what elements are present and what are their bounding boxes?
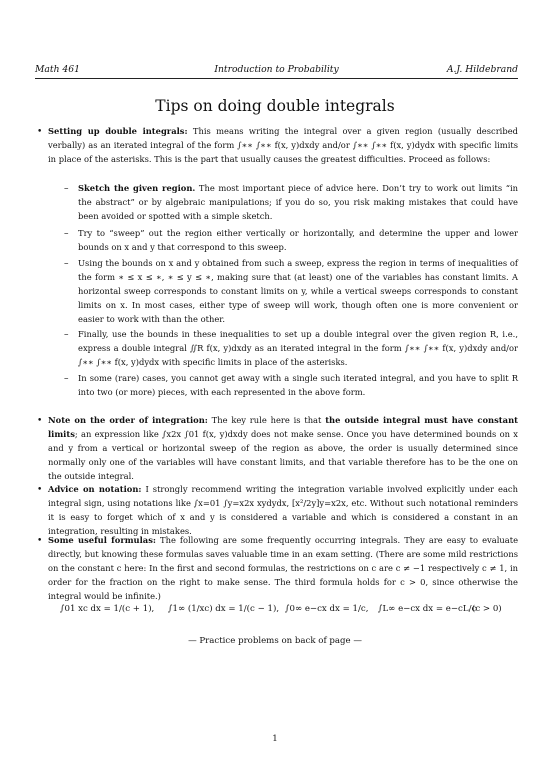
section-emphasis: the outside integral must have constant limits [48,415,518,439]
dash-marker: – [64,330,69,340]
subitem-sweep: Try to “sweep” out the region either vertically or horizontally, and determine the upper and lower bounds on x and y that correspond to this sweep. [78,228,518,252]
subitem-sketch [78,182,518,224]
bullet-marker: • [37,485,43,495]
formula-line [60,594,520,628]
running-header [35,62,518,78]
section-notation [48,483,518,539]
practice-note: — Practice problems on back of page — [188,636,362,646]
dash-marker: – [64,229,69,239]
section-setting-up [48,125,518,167]
header-course: Math 461 [35,64,80,75]
page-number: 1 [272,734,278,744]
subitem-finally: Finally, use the bounds in these inequalities to set up a double integral over the given region R, i.e., express a double integral ∬R f(x, y)dxdy as an iterated integral in the form ∫∗∗ ∫∗∗ f(x, y)dxdy and/or ∫∗∗ ∫∗∗ f(x, y)dydx with specific limits in place of the asterisks. [78,329,518,367]
dash-marker: – [64,374,69,384]
formula-exponential: ∫0∞ e−cx dx = 1/c, [285,604,369,614]
document-title: Tips on doing double integrals [155,97,395,115]
formula-power: ∫01 xc dx = 1/(c + 1), [60,604,155,614]
dash-marker: – [64,184,69,194]
subitem-split: In some (rare) cases, you cannot get away with a single such iterated integral, and you have to split R into two (or more) pieces, with each represented in the above form. [78,373,518,397]
formula-reciprocal: ∫1∞ (1/xc) dx = 1/(c − 1), [168,604,280,614]
bullet-marker: • [37,536,43,546]
subitem-inequalities: Using the bounds on x and y obtained from such a sweep, express the region in terms of inequalities of the form ∗ ≤ x ≤ ∗, ∗ ≤ y ≤ ∗, making sure that (at least) one of the variables has constant limits. A horizontal sweep corresponds to constant limits on y, while a vertical sweeps corresponds to constant limits on x. In most cases, either type of sweep will work, though often one is more convenient or easier to work with than the other. [78,258,518,324]
header-rule [35,78,518,79]
section-text: This means writing the integral over a given region (usually described verbally) as an iterated integral of the form ∫∗∗ ∫∗∗ f(x, y)dxdy and/or ∫∗∗ ∫∗∗ f(x, y)dydx with specific limits in place of the asterisks. This is the part that usually causes the greatest difficulties. Proceed as follows: [48,126,518,164]
section-lead: Note on the order of integration: [48,415,208,425]
formula-condition: (c > 0) [472,604,502,614]
bullet-marker: • [37,416,43,426]
section-lead: Advice on notation: [48,484,142,494]
dash-marker: – [64,259,69,269]
header-author: A.J. Hildebrand [446,64,518,75]
formula-exponential-tail: ∫L∞ e−cx dx = e−cL/c [378,604,477,614]
section-lead: Setting up double integrals: [48,126,188,136]
section-lead: Some useful formulas: [48,535,156,545]
subitem-lead: Sketch the given region. [78,183,196,193]
section-order [48,414,518,484]
bullet-marker: • [37,127,43,137]
section-text: I strongly recommend writing the integration variable involved explicitly under each integral sign, using notations like ∫x=01 ∫y=x2x xydydx, [x²/2y]y=x2x, etc. Without such notational reminders it is easy to forget which of x and y is considered a variable and which is considered a constant in an integration, resulting in mistakes. [48,484,518,536]
section-tail: ; an expression like ∫x2x ∫01 f(x, y)dxdy does not make sense. Once you have determined bounds on x and y from a vertical or horizontal sweep of the region as above, the order is usually determined since normally only one of the variables will have constant limits, and that variable therefore has to be the one on the outside integral. [48,428,518,481]
section-text: The following are some frequently occurring integrals. They are easy to evaluate directly, but knowing these formulas saves valuable time in an exam setting. (There are some mild restrictions on the constant c here: In the first and second formulas, the restrictions on c are c ≠ −1 respectively c ≠ 1, in order for the fraction on the right to make sense. The third formula holds for c > 0, since otherwise the integral would be infinite.) [48,535,519,601]
subitem-text: The most important piece of advice here. Don’t try to work out limits “in the abstract” or by algebraic manipulations; if you do so, you risk making mistakes that could have been avoided or spotted with a simple sketch. [78,183,519,221]
header-subject: Introduction to Probability [214,64,339,75]
section-text: The key rule here is that [207,415,326,425]
